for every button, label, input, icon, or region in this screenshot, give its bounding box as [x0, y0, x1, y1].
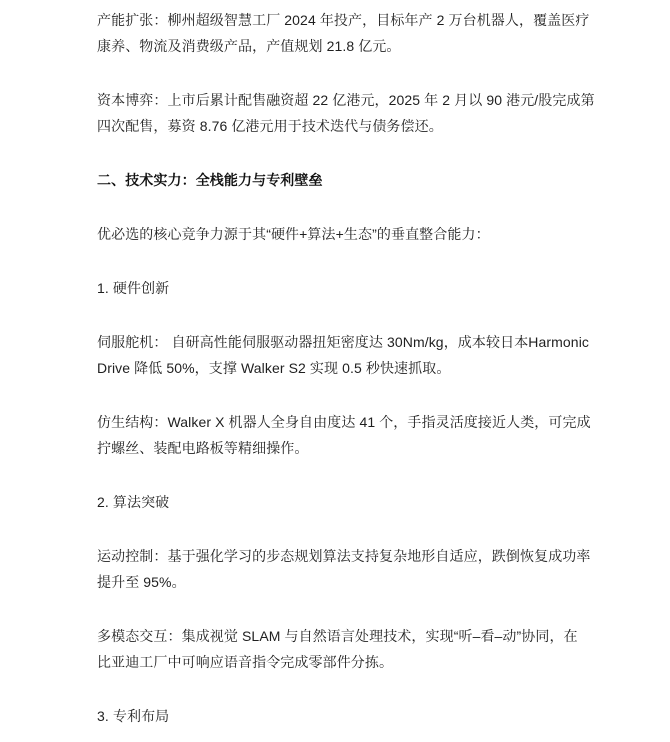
paragraph-capital-game [97, 87, 630, 139]
text-line: 运动控制：基于强化学习的步态规划算法支持复杂地形自适应，跌倒恢复成功率 [97, 548, 591, 564]
subheading-hardware-innovation [97, 275, 630, 301]
section-heading-tech-strength [97, 167, 630, 193]
text-line: 提升至 95%。 [97, 574, 186, 590]
text-line: 仿生结构：Walker X 机器人全身自由度达 41 个，手指灵活度接近人类，可完成 [97, 414, 591, 430]
subheading-text: 3. 专利布局 [97, 708, 170, 724]
subheading-patent-layout [97, 703, 630, 729]
subheading-algorithm-breakthrough [97, 489, 630, 515]
text-line: 产能扩张：柳州超级智慧工厂 2024 年投产，目标年产 2 万台机器人，覆盖医疗 [97, 12, 590, 28]
text-line: 优必选的核心竞争力源于其“硬件+算法+生态”的垂直整合能力： [97, 226, 490, 242]
text-line: 多模态交互：集成视觉 SLAM 与自然语言处理技术，实现“听–看–动”协同，在 [97, 628, 578, 644]
text-line: 康养、物流及消费级产品，产值规划 21.8 亿元。 [97, 38, 401, 54]
paragraph-servo [97, 329, 630, 381]
paragraph-multimodal-interaction [97, 623, 630, 675]
text-line: Drive 降低 50%，支撑 Walker S2 实现 0.5 秒快速抓取。 [97, 360, 451, 376]
paragraph-core-competence [97, 221, 630, 247]
subheading-text: 2. 算法突破 [97, 494, 170, 510]
text-line: 伺服舵机： 自研高性能伺服驱动器扭矩密度达 30Nm/kg，成本较日本Harmonic [97, 334, 590, 350]
text-line: 资本博弈：上市后累计配售融资超 22 亿港元，2025 年 2 月以 90 港元/股完成第 [97, 92, 595, 108]
text-line: 比亚迪工厂中可响应语音指令完成零部件分拣。 [97, 654, 394, 670]
paragraph-capacity-expansion [97, 7, 630, 59]
paragraph-motion-control [97, 543, 630, 595]
heading-text: 二、技术实力：全栈能力与专利壁垒 [97, 172, 323, 188]
text-line: 四次配售，募资 8.76 亿港元用于技术迭代与债务偿还。 [97, 118, 443, 134]
text-line: 拧螺丝、装配电路板等精细操作。 [97, 440, 309, 456]
subheading-text: 1. 硬件创新 [97, 280, 170, 296]
paragraph-bionic-structure [97, 409, 630, 461]
